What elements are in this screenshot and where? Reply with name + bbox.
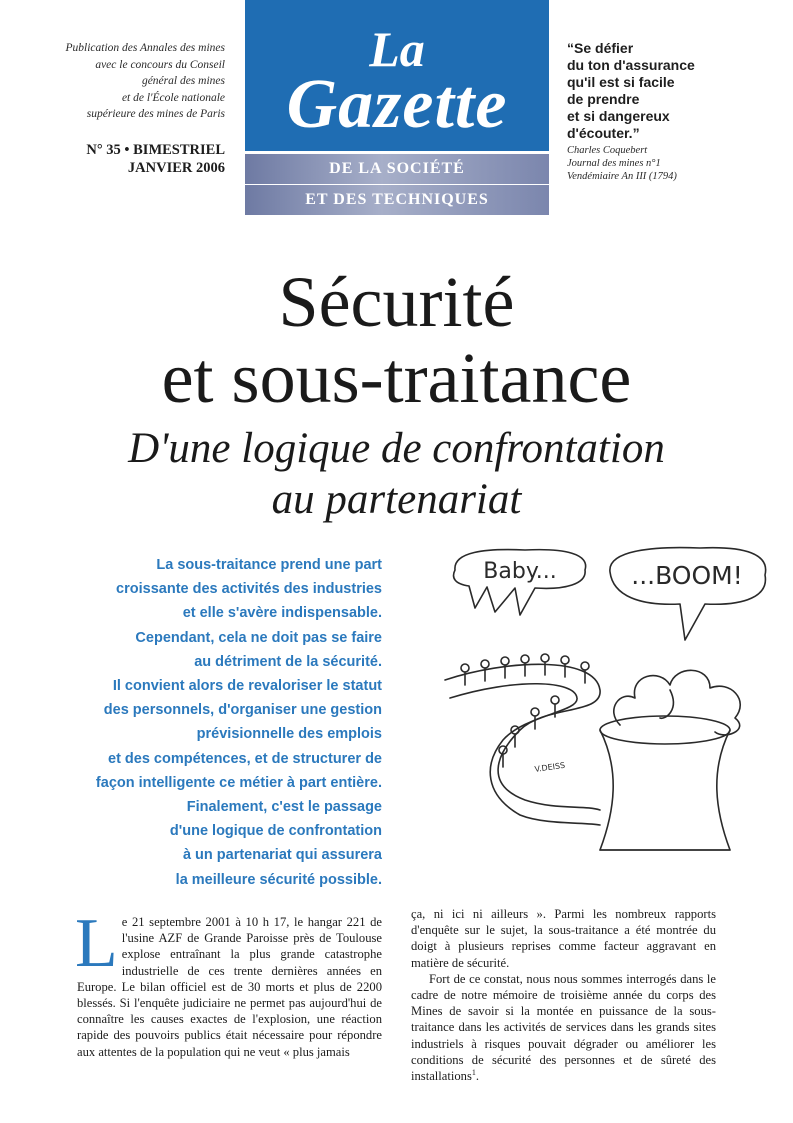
intro-line: Finalement, c'est le passage [186, 799, 382, 816]
intro-summary [60, 553, 382, 892]
headline-subtitle-line-2: au partenariat [271, 476, 522, 523]
footnote-marker: 1 [471, 1067, 476, 1077]
article-body-left-column [75, 905, 382, 1060]
bubble-right-text: ...BOOM! [631, 561, 743, 590]
intro-line: et elle s'avère indispensable. [182, 605, 382, 622]
quote-line: de prendre [567, 91, 640, 107]
intro-line: et des compétences, et de structurer de [108, 750, 382, 767]
article-body-right-column [411, 906, 716, 1084]
sentence-end: . [475, 1069, 480, 1084]
steam-cloud [614, 670, 740, 735]
masthead-la: La [369, 21, 425, 77]
masthead-band-techniques: ET DES TECHNIQUES [245, 185, 549, 215]
issue-date: JANVIER 2006 [127, 160, 225, 176]
masthead-band-societe: DE LA SOCIÉTÉ [245, 154, 549, 184]
winding-road [445, 664, 600, 810]
masthead-gazette: Gazette [286, 66, 508, 143]
intro-line: des personnels, d'organiser une gestion [103, 702, 382, 719]
article-paragraph [411, 971, 716, 1084]
bubble-left-text: Baby... [483, 559, 557, 584]
intro-line: prévisionnelle des emplois [196, 726, 382, 743]
quote-line: et si dangereux [567, 108, 670, 124]
intro-line: façon intelligente ce métier à part entière. [95, 774, 382, 791]
headline-title-line-2: et sous-traitance [161, 338, 632, 418]
cooling-tower [600, 730, 730, 850]
issue-info [40, 141, 225, 177]
intro-line: la meilleure sécurité possible. [175, 871, 382, 888]
intro-line: La sous-traitance prend une part [156, 557, 382, 573]
publication-note-line: avec le concours du Conseil [95, 58, 225, 71]
publication-note [40, 40, 225, 123]
headline-subtitle-line-1: D'une logique de confrontation [128, 425, 665, 472]
paragraph-text: e 21 septembre 2001 à 10 h 17, le hangar 221 de l'usine AZF de Grande Paroisse près de Toulouse explose entraînant la plus grande catastrophe industrielle de ces trente dernières années en Europe. Le bilan officiel est de 30 morts et plus de 2200 blessés. Si l'enquête judiciaire ne permet pas aujourd'hui de connaître les causes exactes de l'explosion, une réaction rapide des pouvoirs publics était nécessaire pour répondre aux attentes de la population qui ne veut « plus jamais [77, 915, 382, 1059]
article-paragraph: ça, ni ici ni ailleurs ». Parmi les nombreux rapports d'enquête sur le sujet, la sous-traitance a été montrée du doigt à plusieurs reprises comme facteur aggravant en matière de sécurité. [411, 907, 716, 970]
masthead-logo [245, 0, 549, 214]
quote-line: qu'il est si facile [567, 74, 675, 90]
intro-line: à un partenariat qui assurera [182, 847, 382, 864]
cartoon-illustration [425, 540, 785, 870]
intro-line: croissante des activités des industries [116, 581, 382, 598]
quote-line: d'écouter.” [567, 125, 640, 141]
cartoon-signature: V.DEISS [534, 760, 566, 774]
publication-note-line: et de l'École nationale [121, 91, 225, 104]
quote-line: du ton d'assurance [567, 57, 695, 73]
issue-number: N° 35 • BIMESTRIEL [86, 142, 225, 158]
intro-line: au détriment de la sécurité. [194, 653, 382, 670]
publication-note-line: supérieure des mines de Paris [86, 108, 225, 120]
intro-line: Cependant, cela ne doit pas se faire [135, 629, 382, 646]
quote-journal: Journal des mines n°1 [567, 158, 661, 169]
quote-line: “Se défier [567, 40, 634, 56]
intro-line: Il convient alors de revaloriser le statut [112, 678, 382, 695]
drop-cap: L [75, 905, 118, 982]
paragraph-text: Fort de ce constat, nous nous sommes interrogés dans le cadre de notre mémoire de troisième année du corps des Mines de savoir si la montée en puissance de la sous-traitance dans les activités de services dans les grands sites industriels à risques pouvait dégrader ou améliorer les conditions de sécurité des personnes et de sûreté des installations [411, 971, 716, 1084]
headline-title-line-1: Sécurité [278, 262, 515, 342]
intro-line: d'une logique de confrontation [169, 823, 382, 840]
quote-source [567, 144, 767, 183]
article-paragraph [75, 905, 382, 1060]
epigraph-quote [567, 40, 767, 142]
quote-author: Charles Coquebert [567, 145, 648, 156]
publication-note-line: Publication des Annales des mines [65, 42, 225, 54]
publication-note-line: général des mines [141, 75, 225, 87]
quote-date: Vendémiaire An III (1794) [567, 171, 677, 182]
